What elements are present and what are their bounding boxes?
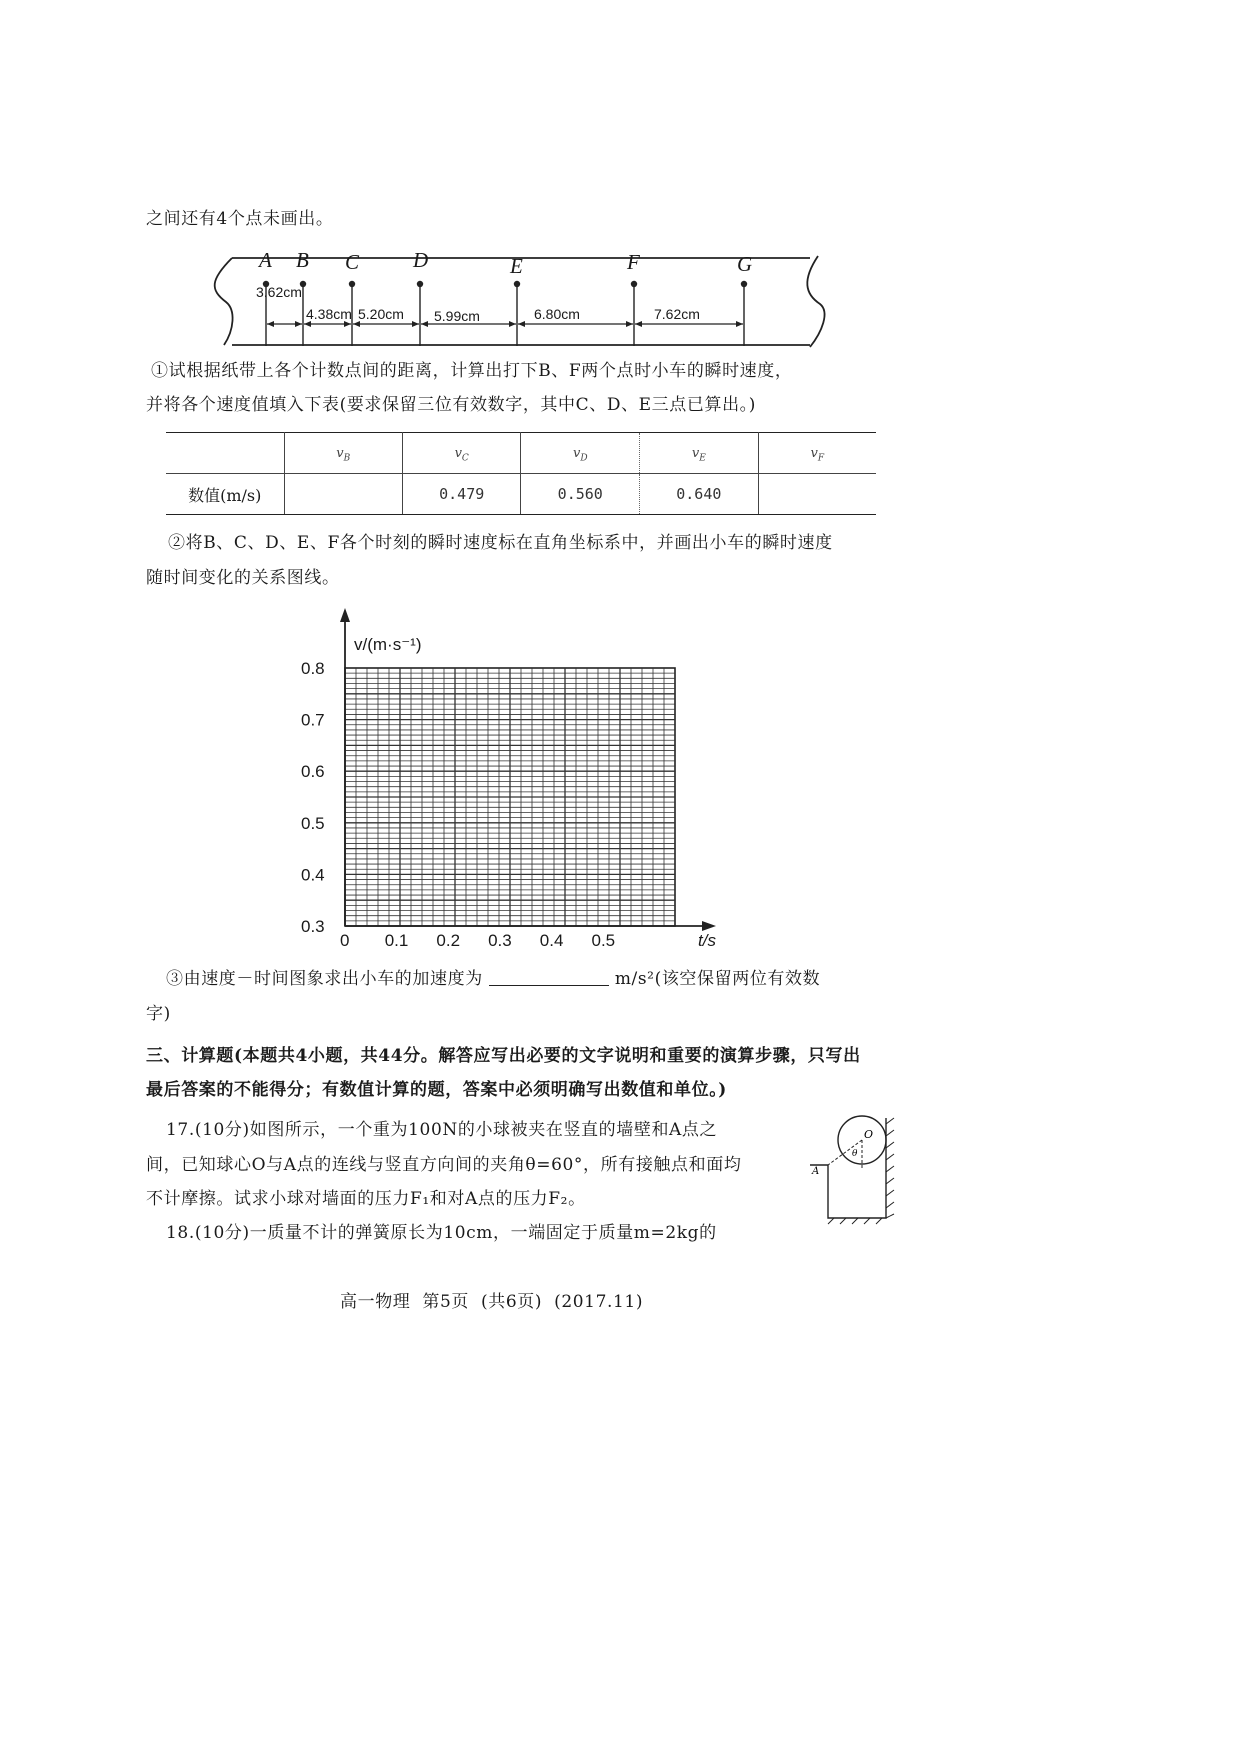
tape-point-a: A [259,248,272,272]
tape-segment-label-1: 3.62cm [256,284,302,300]
q3-text-after: m/s²(该空保留两位有效数 [614,969,821,989]
tape-point-b: B [296,248,309,272]
ball-wall-figure [800,1110,910,1230]
intro-line: 之间还有4个点未画出。 [146,209,334,229]
tape-arrow-left-6 [635,321,642,327]
tape-segment-label-5: 6.80cm [534,306,580,322]
x-axis-label: t/s [698,931,716,950]
tape-point-dot-c [349,281,355,287]
q3-line2: 字) [146,1004,171,1024]
tape-segment-label-6: 7.62cm [654,306,700,322]
answer-blank[interactable] [489,967,609,986]
q3-text-before: ③由速度－时间图象求出小车的加速度为 [166,969,483,989]
value-vd: 0.560 [521,474,640,515]
table-header-row [166,433,876,474]
y-tick-label: 0.5 [301,813,325,833]
tape-point-f: F [627,250,640,274]
label-theta: θ [852,1149,858,1159]
tape-segment-label-2: 4.38cm [306,306,352,322]
header-ve: $v_E$ [640,433,759,474]
table-value-row [166,474,876,515]
velocity-time-graph [300,600,740,950]
row-label: 数值(m/s) [166,474,284,515]
tape-point-dot-e [514,281,520,287]
tape-point-dot-g [741,281,747,287]
section3-line2: 最后答案的不能得分；有数值计算的题，答案中必须明确写出数值和单位。) [146,1080,727,1100]
q18-line1: 18.(10分)一质量不计的弹簧原长为10cm，一端固定于质量m=2kg的 [166,1223,717,1243]
tape-segment-label-3: 5.20cm [358,306,404,322]
y-axis-label: v/(m·s⁻¹) [354,635,422,654]
tape-arrow-right-6 [736,321,743,327]
q2-line1: ②将B、C、D、E、F各个时刻的瞬时速度标在直角坐标系中，并画出小车的瞬时速度 [168,533,833,553]
page-footer: 高一物理 第5页 (共6页) (2017.11) [340,1292,644,1312]
x-tick-labels [340,931,615,950]
label-a: A [812,1166,820,1177]
tape-point-g: G [737,252,753,276]
section3-line1: 三、计算题(本题共4小题，共44分。解答应写出必要的文字说明和重要的演算步骤，只写出 [146,1046,861,1066]
wall-hatching [828,1118,894,1224]
tape-arrow-right-4 [509,321,516,327]
value-ve: 0.640 [640,474,759,515]
x-tick-label: 0.1 [384,931,409,950]
tape-arrow-right-3 [412,321,419,327]
x-tick-label: 0.3 [488,931,512,950]
tape-arrow-right-5 [626,321,633,327]
q3-line1 [166,967,820,991]
y-axis-arrow [340,608,350,622]
y-tick-label: 0.4 [301,865,325,885]
q17-line3: 不计摩擦。试求小球对墙面的压力F₁和对A点的压力F₂。 [146,1189,586,1209]
q1-line2: 并将各个速度值填入下表(要求保留三位有效数字，其中C、D、E三点已算出。) [146,395,757,415]
header-vf: $v_F$ [758,433,876,474]
tape-arrow-left-1 [267,321,274,327]
y-tick-label: 0.3 [301,917,325,936]
tape-arrow-right-1 [295,321,302,327]
header-vc: $v_C$ [402,433,521,474]
tape-arrow-left-5 [518,321,525,327]
q17-line2: 间，已知球心O与A点的连线与竖直方向间的夹角θ=60°，所有接触点和面均 [146,1155,742,1175]
q2-line2: 随时间变化的关系图线。 [146,568,340,588]
x-tick-label: 0.5 [591,931,616,950]
graph-grid-lines [345,668,675,926]
tape-point-d: D [413,248,429,272]
header-vb: $v_B$ [284,433,402,474]
tape-point-dot-f [631,281,637,287]
label-o: O [864,1128,874,1141]
y-tick-label: 0.8 [301,659,325,678]
y-tick-label: 0.6 [301,762,325,782]
tape-point-dot-d [417,281,423,287]
tape-point-e: E [510,254,523,278]
table-corner-cell [166,433,284,474]
x-tick-label: 0 [340,931,350,950]
tape-segment-label-4: 5.99cm [434,308,480,324]
header-vd: $v_D$ [521,433,640,474]
velocity-table [166,432,876,515]
q1-line1: ①试根据纸带上各个计数点间的距离，计算出打下B、F两个点时小车的瞬时速度， [151,361,793,381]
tape-arrow-left-4 [421,321,428,327]
y-tick-label: 0.7 [301,710,325,730]
y-tick-labels [301,659,325,936]
value-vc: 0.479 [402,474,521,515]
container-walls [810,1118,886,1218]
x-axis-arrow [702,921,716,931]
q17-line1: 17.(10分)如图所示，一个重为100N的小球被夹在竖直的墙壁和A点之 [166,1120,718,1140]
value-vb [284,474,402,515]
x-tick-label: 0.4 [539,931,564,950]
x-tick-label: 0.2 [436,931,461,950]
value-vf [758,474,876,515]
tape-point-c: C [345,250,360,274]
